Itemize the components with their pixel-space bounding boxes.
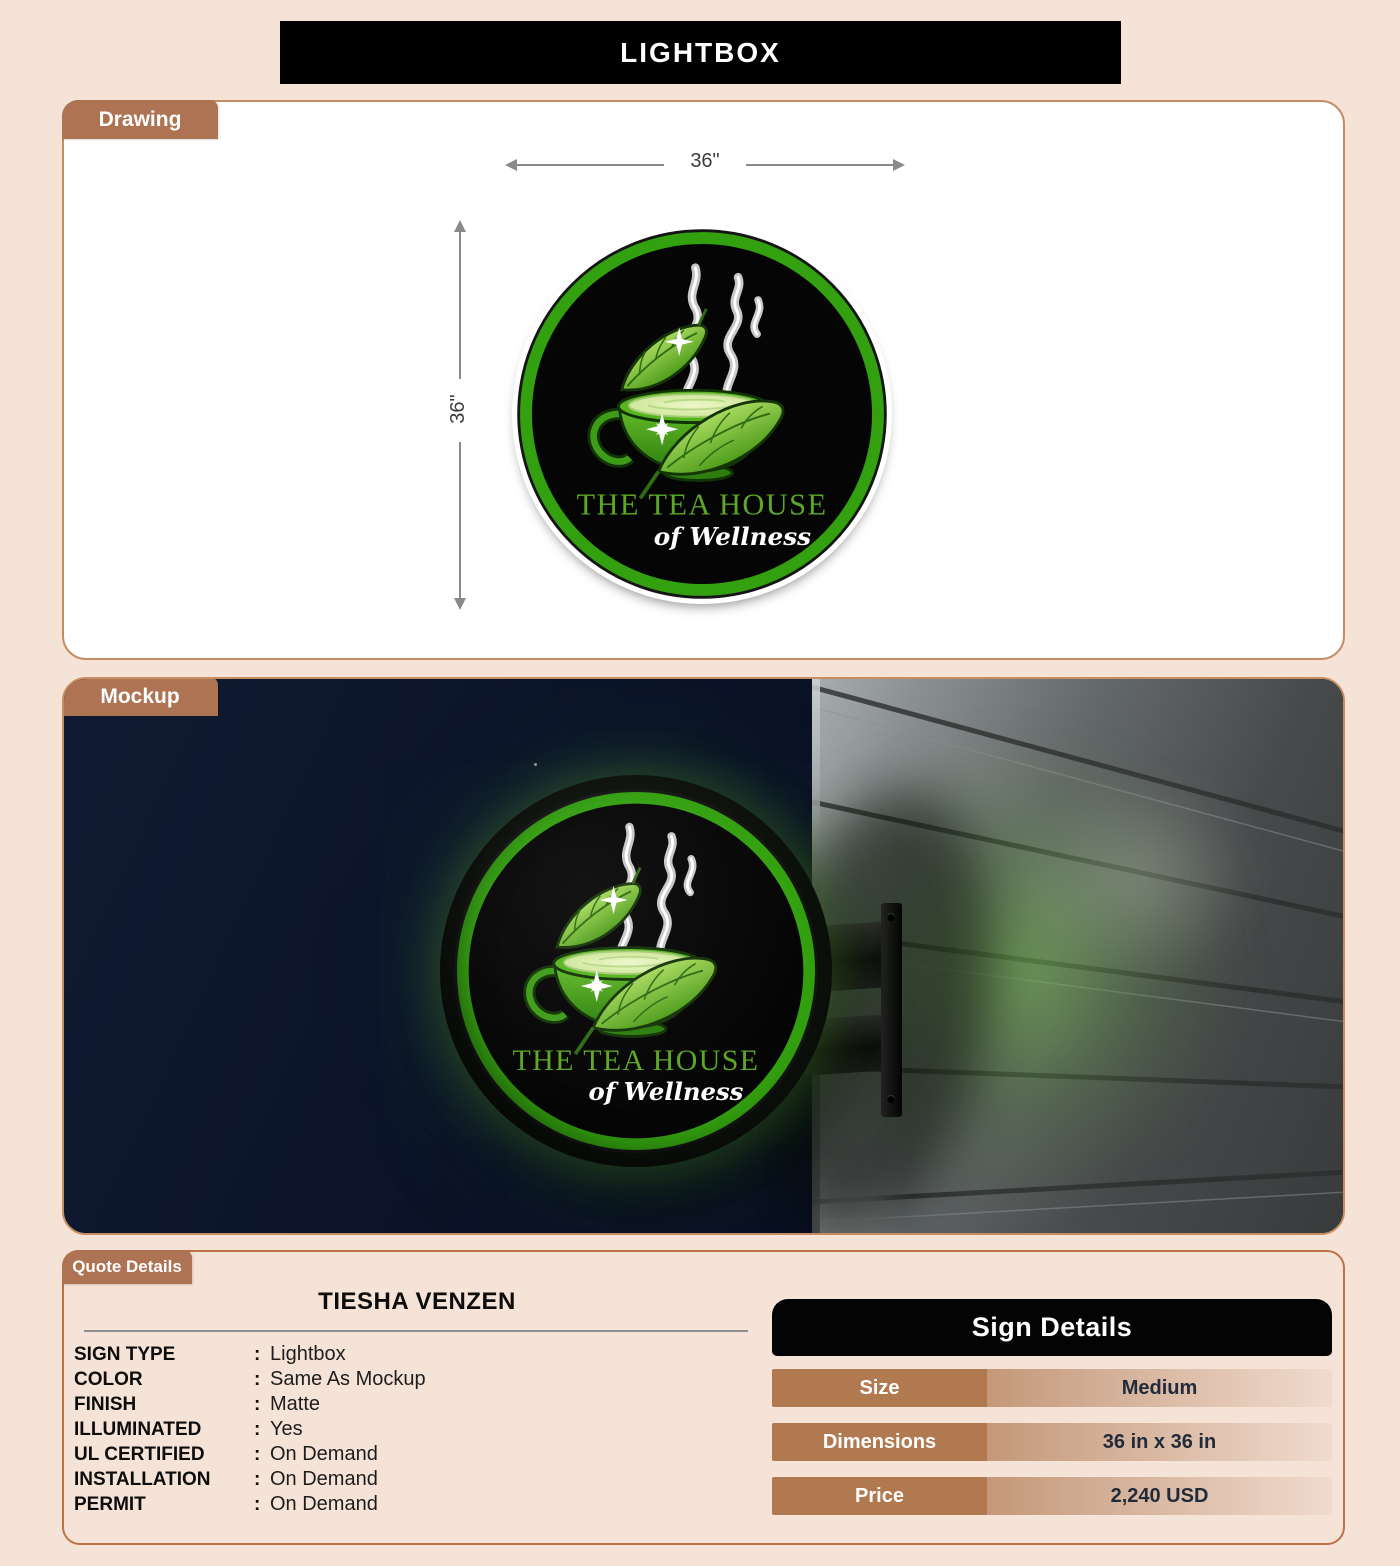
field-colon: : — [254, 1343, 261, 1365]
sign-details-row — [772, 1423, 1332, 1461]
sign-glow-reflection-upper — [1014, 774, 1264, 984]
quote-field-row — [74, 1467, 426, 1492]
field-value: Matte — [270, 1393, 321, 1415]
field-value: Yes — [270, 1418, 303, 1440]
field-colon: : — [254, 1368, 261, 1390]
drawing-tab — [62, 100, 218, 139]
quote-field-row — [74, 1417, 426, 1442]
tea-house-logo — [512, 224, 892, 604]
sign-details-value: 36 in x 36 in — [987, 1423, 1332, 1461]
bolt-icon — [887, 1095, 895, 1103]
quote-field-row — [74, 1392, 426, 1417]
field-label: PERMIT — [74, 1493, 146, 1515]
arrow-up-icon — [454, 220, 466, 232]
quote-field-row — [74, 1492, 426, 1517]
field-label: UL CERTIFIED — [74, 1443, 205, 1465]
height-dimension-label: 36" — [447, 379, 473, 439]
dimension-line — [459, 442, 461, 598]
title-bar — [280, 21, 1121, 84]
arrow-right-icon — [893, 159, 905, 171]
field-colon: : — [254, 1418, 261, 1440]
sign-details-label: Dimensions — [772, 1423, 987, 1461]
sign-drawing — [512, 224, 892, 604]
field-value: On Demand — [270, 1443, 378, 1465]
width-dimension-label: 36" — [664, 150, 746, 173]
field-label: SIGN TYPE — [74, 1343, 176, 1365]
sign-details-row — [772, 1477, 1332, 1515]
mockup-tab-label: Mockup — [100, 684, 180, 708]
star-dot — [534, 763, 537, 766]
field-label: FINISH — [74, 1393, 137, 1415]
quote-fields — [74, 1342, 426, 1517]
logo-subtitle: of Wellness — [653, 522, 812, 552]
dimension-line — [738, 164, 894, 166]
dimension-line — [459, 230, 461, 380]
sign-details-card — [772, 1299, 1332, 1515]
quote-field-row — [74, 1367, 426, 1392]
page-title: LIGHTBOX — [620, 36, 781, 68]
sign-details-title: Sign Details — [772, 1299, 1332, 1356]
bolt-icon — [887, 913, 895, 921]
quote-details-tab-label: Quote Details — [72, 1257, 182, 1276]
quote-details-panel — [62, 1250, 1345, 1545]
field-colon: : — [254, 1443, 261, 1465]
field-colon: : — [254, 1393, 261, 1415]
field-label: ILLUMINATED — [74, 1418, 202, 1440]
customer-name: TIESHA VENZEN — [318, 1288, 516, 1315]
sign-details-value: 2,240 USD — [987, 1477, 1332, 1515]
dimension-line — [516, 164, 672, 166]
field-label: COLOR — [74, 1368, 143, 1390]
drawing-tab-label: Drawing — [98, 107, 182, 131]
bracket-plate — [881, 903, 902, 1117]
mockup-tab — [62, 677, 218, 716]
field-colon: : — [254, 1493, 261, 1515]
mockup-lightbox-sign — [440, 775, 832, 1167]
divider — [84, 1330, 748, 1332]
sign-details-value: Medium — [987, 1369, 1332, 1407]
quote-field-row — [74, 1342, 426, 1367]
field-value: Same As Mockup — [270, 1368, 426, 1390]
arrow-left-icon — [505, 159, 517, 171]
field-value: On Demand — [270, 1468, 378, 1490]
field-value: Lightbox — [270, 1343, 346, 1365]
arrow-down-icon — [454, 598, 466, 610]
sign-details-label: Size — [772, 1369, 987, 1407]
mockup-panel — [62, 677, 1345, 1235]
quote-details-tab — [62, 1250, 192, 1284]
quote-field-row — [74, 1442, 426, 1467]
drawing-panel — [62, 100, 1345, 660]
field-label: INSTALLATION — [74, 1468, 211, 1490]
field-colon: : — [254, 1468, 261, 1490]
logo-title: THE TEA HOUSE — [576, 487, 828, 522]
sign-details-row — [772, 1369, 1332, 1407]
lightbox-sheen — [440, 775, 832, 1167]
field-value: On Demand — [270, 1493, 378, 1515]
sign-details-label: Price — [772, 1477, 987, 1515]
